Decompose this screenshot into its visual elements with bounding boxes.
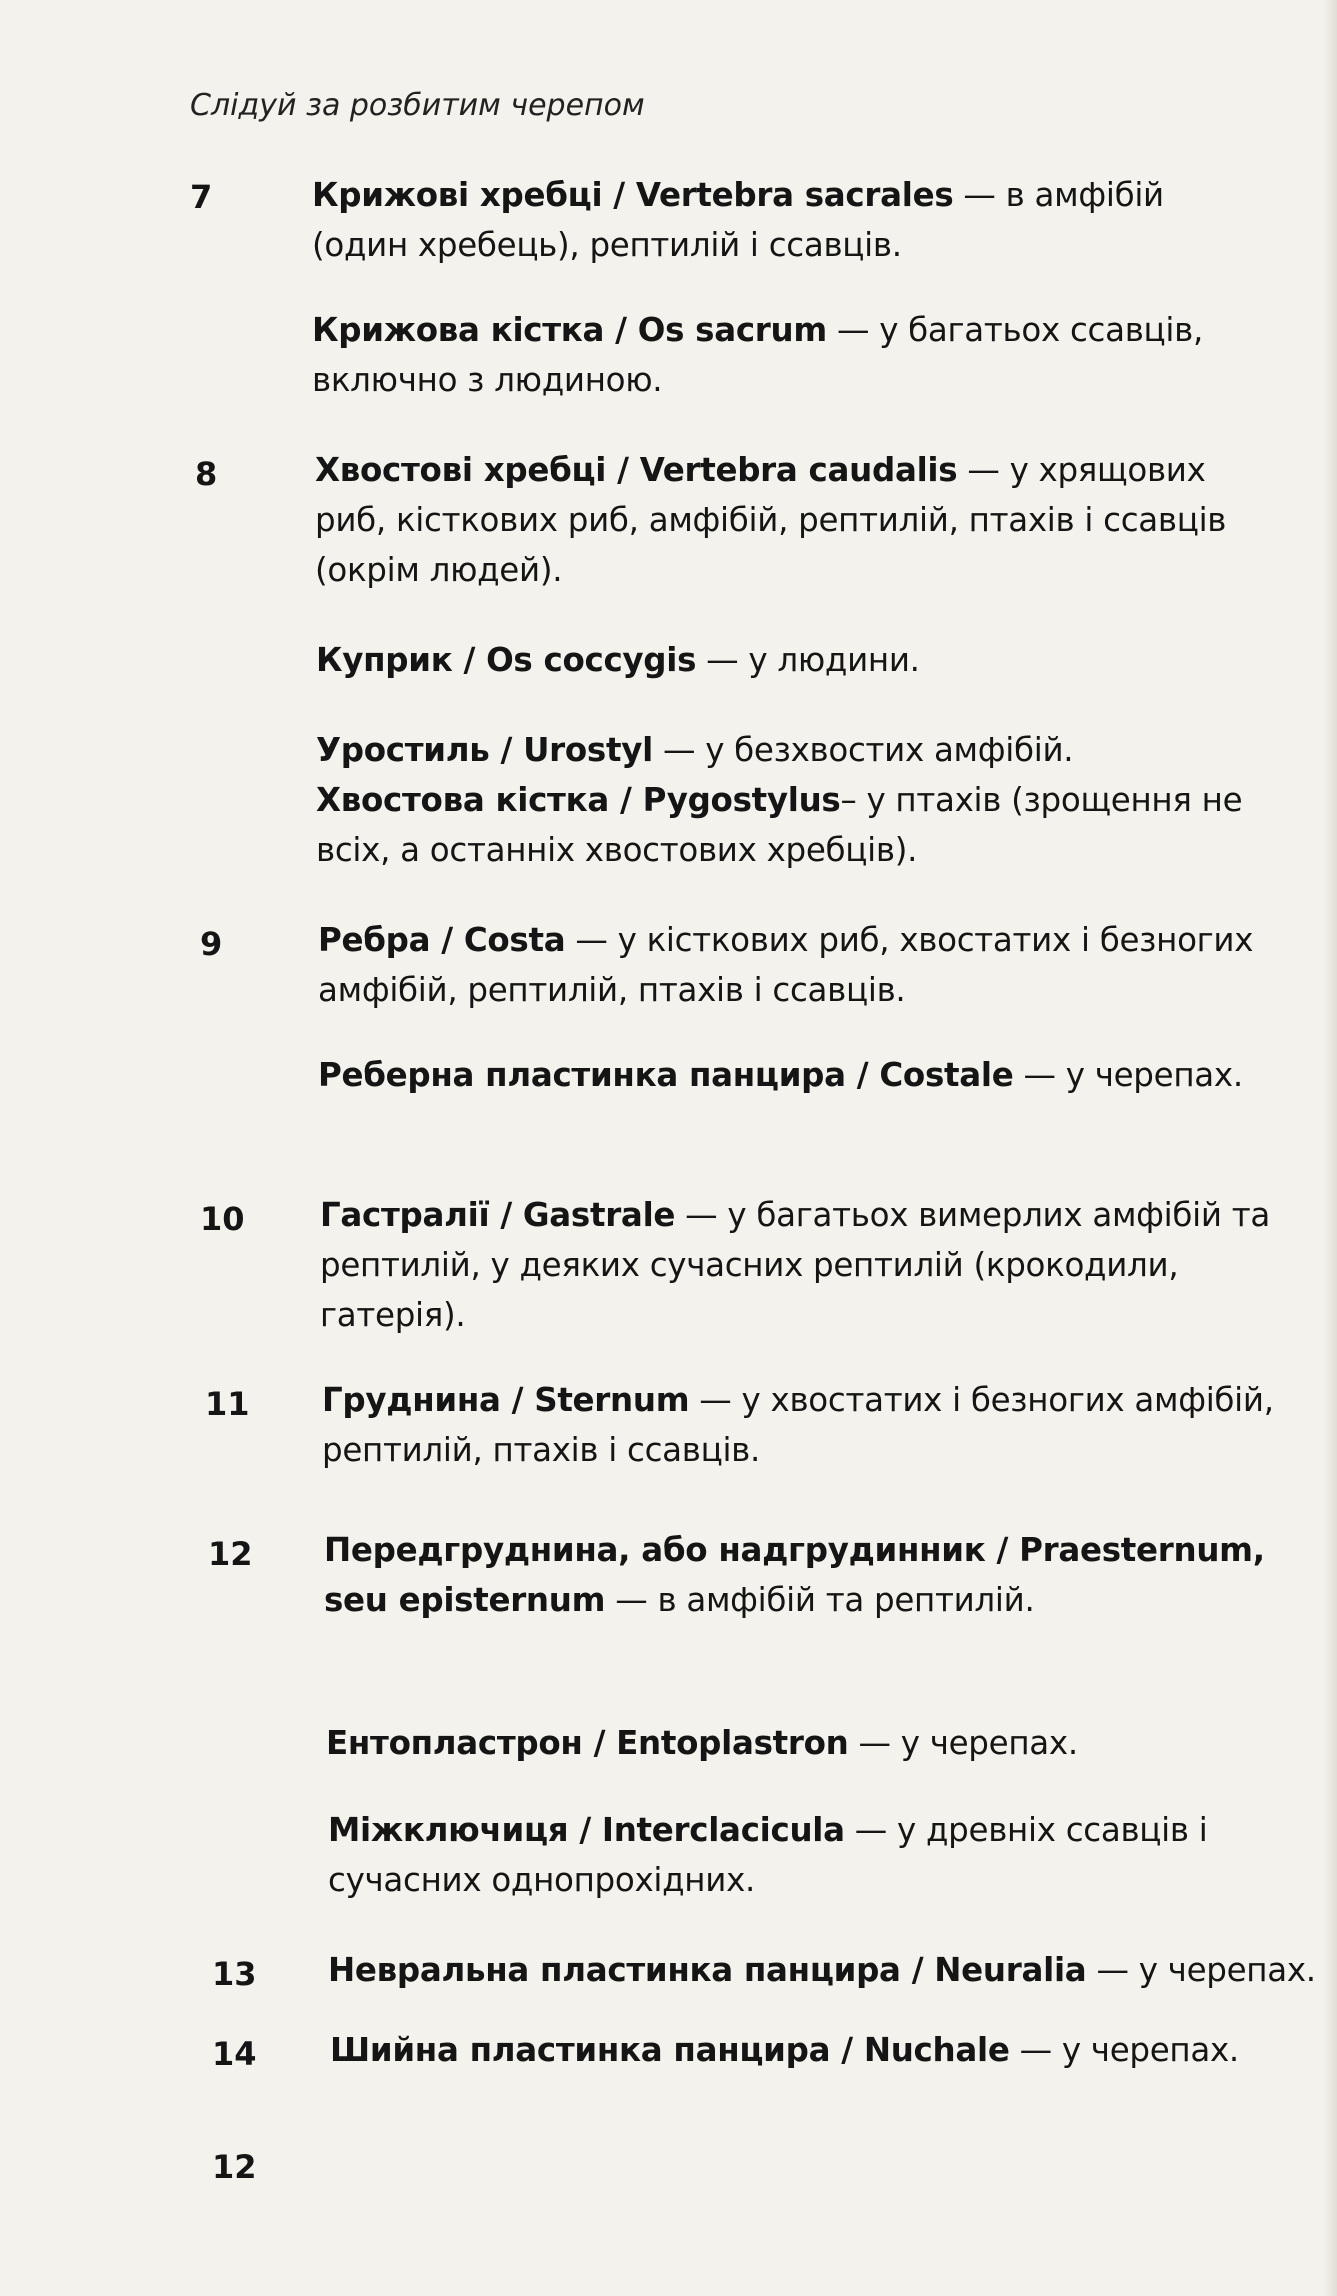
entry-number: 13 xyxy=(212,1955,257,1993)
entry-text: — в амфібій та рептилій. xyxy=(605,1581,1035,1619)
entry-text: — у безхвостих амфібій. xyxy=(652,731,1074,769)
entry-term: Передгруднина, або надгрудинник / Praesternum, seu episternum xyxy=(324,1531,1265,1619)
entry-term: Ребра / Costa xyxy=(318,921,566,959)
entry-term: Крижові хребці / Vertebra sacrales xyxy=(312,176,954,214)
entry-number: 11 xyxy=(205,1385,250,1423)
entry-text: – у птахів (зрощення не всіх, а останніх хвостових хребців). xyxy=(316,781,1243,869)
entry-number: 7 xyxy=(190,178,213,216)
entry-text: — у людини. xyxy=(696,641,920,679)
entry-number: 12 xyxy=(208,1535,253,1573)
entry-text: — у черепах. xyxy=(1009,2031,1239,2069)
entry-term: Ентопластрон / Entoplastron xyxy=(326,1724,849,1762)
entry-paragraph xyxy=(330,2025,1310,2075)
entry-term: Гастралії / Gastrale xyxy=(320,1196,676,1234)
entry-term: Невральна пластинка панцира / Neuralia xyxy=(328,1951,1087,1989)
entry-term: Уростиль / Urostyl xyxy=(316,731,653,769)
entry-text: — у черепах. xyxy=(848,1724,1078,1762)
entry-paragraph xyxy=(324,1525,1284,1625)
entry-number: 9 xyxy=(200,925,223,963)
entry-text: — у хвостатих і безногих амфібій, рептилій, птахів і ссавців. xyxy=(322,1381,1274,1469)
entry-paragraph xyxy=(316,725,1261,775)
entry-number: 10 xyxy=(200,1200,245,1238)
entry-paragraph xyxy=(328,1945,1316,1995)
page-number: 12 xyxy=(212,2148,257,2186)
entry-term: Крижова кістка / Os sacrum xyxy=(312,311,827,349)
entry-term: Шийна пластинка панцира / Nuchale xyxy=(330,2031,1010,2069)
entry-paragraph xyxy=(322,1375,1282,1475)
entry-text: — у багатьох вимерлих амфібій та рептилій, у деяких сучасних рептилій (крокодили, гатерія). xyxy=(320,1196,1270,1334)
entry-paragraph xyxy=(318,1050,1268,1100)
entry-text: — у хрящових риб, кісткових риб, амфібій, рептилій, птахів і ссавців (окрім людей). xyxy=(315,451,1227,589)
entry-term: Міжключиця / Interclacicula xyxy=(328,1811,845,1849)
entry-term: Груднина / Sternum xyxy=(322,1381,690,1419)
entry-term: Куприк / Os coccygis xyxy=(316,641,697,679)
entry-paragraph xyxy=(312,170,1252,270)
entry-paragraph xyxy=(326,1718,1286,1768)
entry-paragraph xyxy=(328,1805,1288,1905)
entry-number: 8 xyxy=(195,455,218,493)
entry-text: — у черепах. xyxy=(1013,1056,1243,1094)
entry-term: Хвостова кістка / Pygostylus xyxy=(316,781,841,819)
entry-text: — у черепах. xyxy=(1086,1951,1316,1989)
entry-paragraph xyxy=(318,915,1268,1015)
entry-paragraph xyxy=(316,775,1261,875)
entry-text: — у багатьох ссавців, включно з людиною. xyxy=(312,311,1203,399)
entry-text: — в амфібій (один хребець), рептилій і ссавців. xyxy=(312,176,1164,264)
running-header: Слідуй за розбитим черепом xyxy=(190,88,645,123)
entry-text: — у кісткових риб, хвостатих і безногих амфібій, рептилій, птахів і ссавців. xyxy=(318,921,1254,1009)
entry-paragraph xyxy=(320,1190,1280,1340)
page-edge-shadow xyxy=(1323,0,1337,2296)
entry-term: Хвостові хребці / Vertebra caudalis xyxy=(315,451,958,489)
entry-text: — у древніх ссавців і сучасних однопрохідних. xyxy=(328,1811,1208,1899)
entry-paragraph xyxy=(315,445,1260,595)
entry-term: Реберна пластинка панцира / Costale xyxy=(318,1056,1014,1094)
entry-paragraph xyxy=(312,305,1252,405)
entry-paragraph xyxy=(316,635,1261,685)
entry-number: 14 xyxy=(212,2035,257,2073)
